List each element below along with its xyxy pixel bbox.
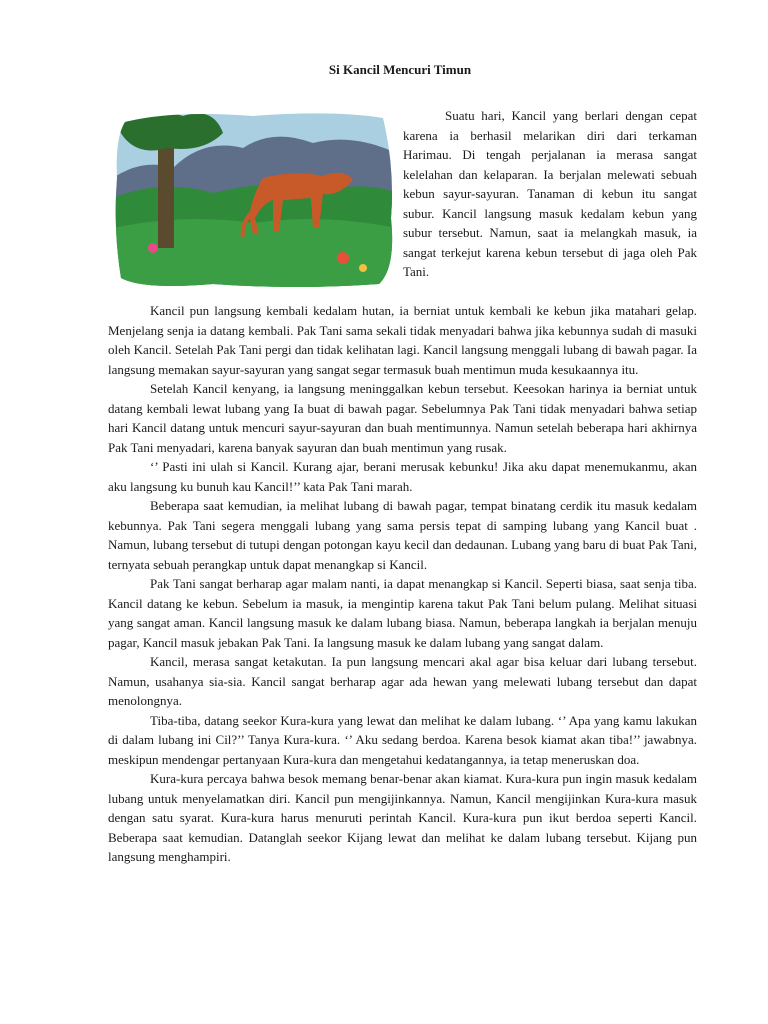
paragraph: ‘’ Pasti ini ulah si Kancil. Kurang ajar, berani merusak kebunku! Jika aku dapat menemukanmu, akan aku langsung ku bunuh kau Kancil!’’ kata Pak Tani marah.	[108, 459, 697, 494]
paragraph: Kura-kura percaya bahwa besok memang benar-benar akan kiamat. Kura-kura pun ingin masuk kedalam lubang untuk menyelamatkan diri. Kancil pun mengijinkannya. Namun, Kancil mengijinkan Kura-kura masuk dengan satu syarat. Kura-kura harus menuruti perintah Kancil. Kura-kura pun ikut berdoa seperti Kancil. Beberapa saat kemudian. Datanglah seekor Kijang lewat dan melihat ke dalam lubang tersebut. Kijang pun langsung menghampiri.	[108, 771, 697, 864]
paragraph: Setelah Kancil kenyang, ia langsung meninggalkan kebun tersebut. Keesokan harinya ia berniat untuk datang kembali lewat lubang yang Ia buat di bawah pagar. Sebelumnya Pak Tani tidak menyadari bahwa setiap hari Kancil datang untuk mencuri sayur-sayuran dan buah mentimunnya. Namun setelah beberapa hari akhirnya Pak Tani menyadari, karena banyak sayuran dan buah mentimun yang rusak.	[108, 381, 697, 455]
tree-trunk	[158, 138, 174, 248]
flower-icon	[337, 252, 349, 264]
paragraph: Kancil, merasa sangat ketakutan. Ia pun langsung mencari akal agar bisa keluar dari lubang tersebut. Namun, usahanya sia-sia. Kancil sangat berharap agar ada hewan yang melewati lubang tersebut dan dapat menolongnya.	[108, 654, 697, 708]
flower-icon	[148, 243, 158, 253]
paragraph: Pak Tani sangat berharap agar malam nanti, ia dapat menangkap si Kancil. Seperti biasa, saat senja tiba. Kancil datang ke kebun. Sebelum ia masuk, ia mengintip karena takut Pak Tani belum pulang. Melihat situasi yang sangat aman. Kancil langsung masuk ke dalam lubang biasa. Namun, beberapa langkah ia berjalan menuju pagar, Kancil masuk jebakan Pak Tani. Ia langsung masuk ke dalam lubang yang sangat dalam.	[108, 576, 697, 650]
page-title: Si Kancil Mencuri Timun	[328, 62, 472, 77]
paragraph: Kancil pun langsung kembali kedalam hutan, ia berniat untuk kembali ke kebun jika matahari gelap. Menjelang senja ia datang kembali. Pak Tani sama sekali tidak menyadari bahwa jika kebunnya sudah di masuki oleh Kancil. Setelah Pak Tani pergi dan tidak kelihatan lagi. Kancil langsung menggali lubang di bawah pagar. Ia langsung memakan sayur-sayuran yang sangat segar termasuk buah mentimun muda kesukaannya itu.	[108, 303, 697, 377]
deer-in-forest-illustration	[113, 108, 396, 290]
flower-icon	[359, 264, 367, 272]
intro-paragraph: Suatu hari, Kancil yang berlari dengan cepat karena ia berhasil melarikan diri dari terkaman Harimau. Di tengah perjalanan ia merasa sangat kelelahan dan kelaparan. Ia berjalan melewati sebuah kebun sayur-sayuran. Tanaman di kebun itu sangat subur. Kancil langsung masuk kedalam kebun yang subur tersebut. Namun, saat ia melangkah masuk, ia sangat terkejut karena kebun tersebut di jaga oleh Pak Tani.	[403, 108, 697, 279]
story-body	[108, 301, 697, 867]
paragraph: Beberapa saat kemudian, ia melihat lubang di bawah pagar, tempat binatang cerdik itu masuk kedalam kebunnya. Pak Tani segera menggali lubang yang sama persis tepat di samping lubang yang Kancil buat . Namun, lubang tersebut di tutupi dengan potongan kayu kecil dan dedaunan. Lubang yang baru di buat Pak Tani, ternyata sebuah perangkap untuk dapat menangkap si Kancil.	[108, 498, 697, 572]
paragraph: Tiba-tiba, datang seekor Kura-kura yang lewat dan melihat ke dalam lubang. ‘’ Apa yang kamu lakukan di dalam lubang ini Cil?’’ Tanya Kura-kura. ‘’ Aku sedang berdoa. Karena besok kiamat akan tiba!’’ jawabnya. meskipun mendengar pertanyaan Kura-kura dan mengetahui kedatangannya, ia tetap meneruskan doa.	[108, 712, 697, 767]
